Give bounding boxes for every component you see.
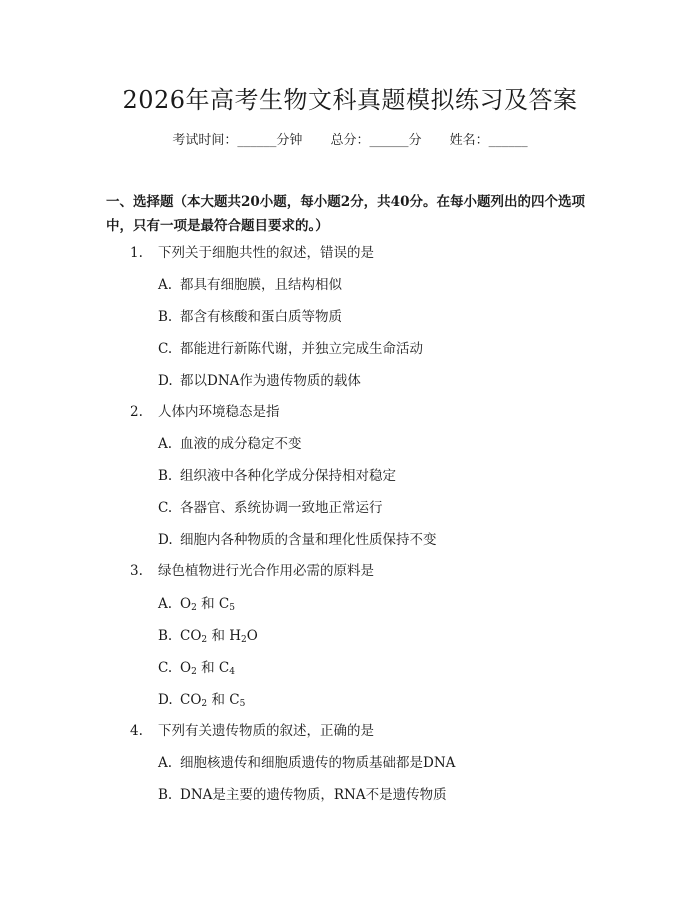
question-4 <box>130 721 374 741</box>
question-1-option-d: D. 都以DNA作为遗传物质的载体 <box>158 373 361 389</box>
question-stem: 人体内环境稳态是指 <box>158 404 280 420</box>
question-2-option-b: B. 组织液中各种化学成分保持相对稳定 <box>158 468 396 484</box>
question-3-option-a: A. $O_2$ 和 $C_5$ <box>158 596 235 613</box>
exam-meta <box>0 132 700 150</box>
question-number: 4. <box>130 723 143 739</box>
question-3 <box>130 561 374 581</box>
name-field: 姓名：______ <box>449 133 528 148</box>
question-1-option-a: A. 都具有细胞膜，且结构相似 <box>158 277 342 293</box>
question-3-option-d: D. $CO_2$ 和 $C_5$ <box>158 692 246 709</box>
question-4-option-b: B. DNA是主要的遗传物质，RNA不是遗传物质 <box>158 787 447 803</box>
question-3-option-c: C. $O_2$ 和 $C_4$ <box>158 660 235 677</box>
page-title: 2026年高考生物文科真题模拟练习及答案 <box>122 86 578 114</box>
question-3-option-b: B. $CO_2$ 和 $H_2O$ <box>158 628 258 645</box>
question-2-option-a: A. 血液的成分稳定不变 <box>158 436 302 452</box>
question-number: 3. <box>130 563 143 579</box>
question-stem: 下列关于细胞共性的叙述，错误的是 <box>158 245 374 261</box>
question-1 <box>130 243 374 263</box>
question-stem: 下列有关遗传物质的叙述，正确的是 <box>158 723 374 739</box>
question-number: 1. <box>130 245 143 261</box>
question-2 <box>130 402 280 422</box>
section-heading: 一、选择题（本大题共20小题，每小题2分，共40分。在每小题列出的四个选项中，只有一项是最符合题目要求的。） <box>106 194 585 234</box>
question-1-option-c: C. 都能进行新陈代谢，并独立完成生命活动 <box>158 341 423 357</box>
total-score-field: 总分：______分 <box>330 133 422 148</box>
question-4-option-a: A. 细胞核遗传和细胞质遗传的物质基础都是DNA <box>158 755 456 771</box>
question-1-option-b: B. 都含有核酸和蛋白质等物质 <box>158 309 342 325</box>
question-2-option-c: C. 各器官、系统协调一致地正常运行 <box>158 500 383 516</box>
question-stem: 绿色植物进行光合作用必需的原料是 <box>158 563 374 579</box>
question-2-option-d: D. 细胞内各种物质的含量和理化性质保持不变 <box>158 532 437 548</box>
question-number: 2. <box>130 404 143 420</box>
exam-time-field: 考试时间：______分钟 <box>172 133 303 148</box>
